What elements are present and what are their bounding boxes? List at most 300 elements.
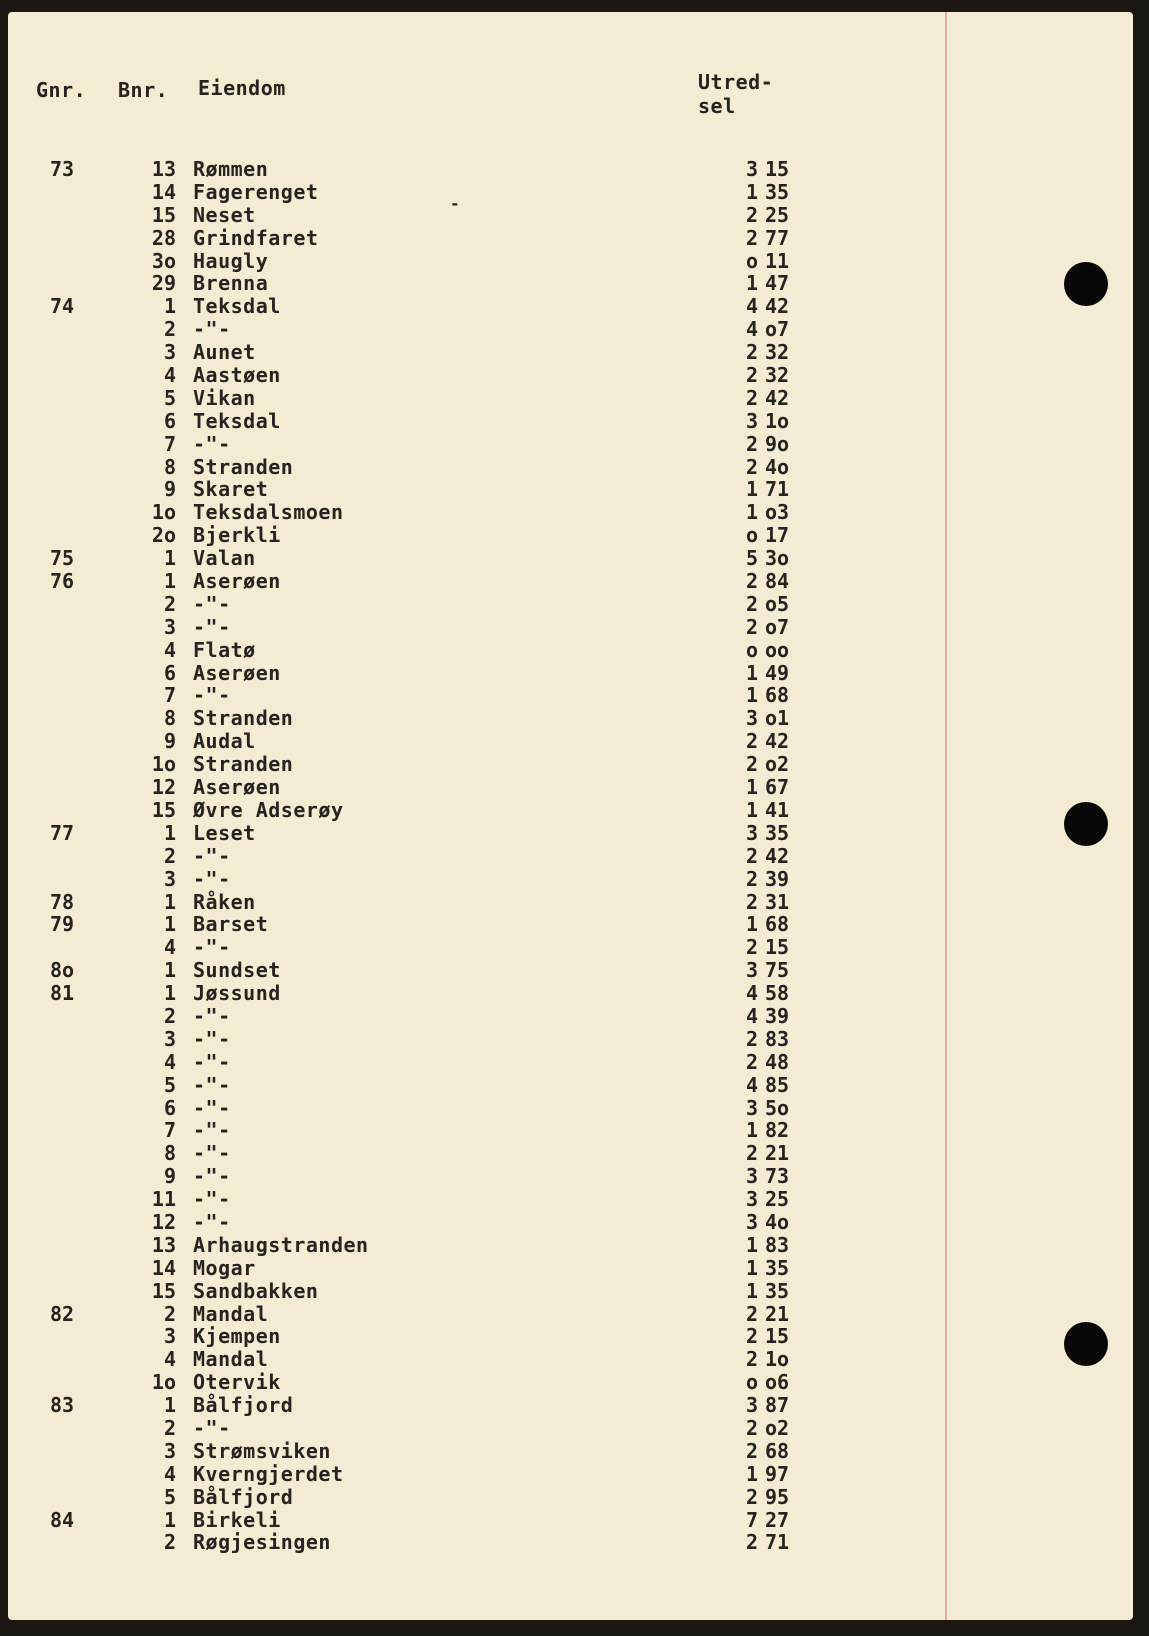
cell-kroner: 2 xyxy=(745,1438,758,1463)
cell-gnr: 84 xyxy=(50,1507,75,1532)
cell-kroner: 3 xyxy=(745,1393,758,1418)
cell-eiendom: Audal xyxy=(193,729,256,754)
cell-ore: 49 xyxy=(765,660,790,685)
cell-kroner: o xyxy=(745,1370,758,1395)
cell-ore: 32 xyxy=(765,340,790,365)
cell-ore: o7 xyxy=(765,317,790,342)
cell-kroner: 3 xyxy=(745,408,758,433)
cell-eiendom: Teksdal xyxy=(193,294,281,319)
cell-ore: 67 xyxy=(765,775,790,800)
cell-bnr: 4 xyxy=(163,1461,176,1486)
table-row xyxy=(8,639,908,662)
header-gnr: Gnr. xyxy=(36,78,87,102)
table-row xyxy=(8,913,908,936)
table-row xyxy=(8,433,908,456)
cell-bnr: 2o xyxy=(151,523,176,548)
table-row xyxy=(8,1417,908,1440)
cell-ore: 17 xyxy=(765,523,790,548)
cell-bnr: 15 xyxy=(151,797,176,822)
margin-rule xyxy=(945,12,947,1620)
cell-bnr: 4 xyxy=(163,1347,176,1372)
cell-eiendom: Aunet xyxy=(193,340,256,365)
table-row xyxy=(8,1074,908,1097)
cell-bnr: 8 xyxy=(163,454,176,479)
cell-kroner: 3 xyxy=(745,706,758,731)
table-row xyxy=(8,1509,908,1532)
cell-ore: 83 xyxy=(765,1232,790,1257)
table-row xyxy=(8,341,908,364)
table-row xyxy=(8,158,908,181)
cell-ore: 4o xyxy=(765,1209,790,1234)
cell-ore: 68 xyxy=(765,912,790,937)
table-row xyxy=(8,1463,908,1486)
cell-kroner: 2 xyxy=(745,1415,758,1440)
cell-kroner: 2 xyxy=(745,1141,758,1166)
table-row xyxy=(8,1119,908,1142)
cell-kroner: 1 xyxy=(745,660,758,685)
cell-ore: 95 xyxy=(765,1484,790,1509)
cell-kroner: 3 xyxy=(745,157,758,181)
table-row xyxy=(8,1280,908,1303)
cell-gnr: 82 xyxy=(50,1301,75,1326)
cell-gnr: 8o xyxy=(50,958,75,983)
cell-ore: 68 xyxy=(765,1438,790,1463)
cell-kroner: 2 xyxy=(745,1347,758,1372)
cell-bnr: 1 xyxy=(163,546,176,571)
cell-bnr: 2 xyxy=(163,1003,176,1028)
cell-ore: 85 xyxy=(765,1072,790,1097)
cell-eiendom: Aserøen xyxy=(193,569,281,594)
cell-kroner: 2 xyxy=(745,1484,758,1509)
cell-kroner: 1 xyxy=(745,912,758,937)
cell-bnr: 6 xyxy=(163,408,176,433)
header-eiendom: Eiendom xyxy=(198,76,286,100)
cell-bnr: 28 xyxy=(151,225,176,250)
cell-eiendom: Rømmen xyxy=(193,157,269,181)
cell-kroner: 2 xyxy=(745,866,758,891)
cell-kroner: 2 xyxy=(745,385,758,410)
cell-ore: 9o xyxy=(765,431,790,456)
header-bnr: Bnr. xyxy=(118,78,169,102)
cell-eiendom: -"- xyxy=(193,843,231,868)
cell-bnr: 8 xyxy=(163,706,176,731)
cell-ore: o7 xyxy=(765,614,790,639)
cell-kroner: 2 xyxy=(745,752,758,777)
table-row xyxy=(8,295,908,318)
table-row xyxy=(8,1005,908,1028)
cell-kroner: 1 xyxy=(745,271,758,296)
table-row xyxy=(8,616,908,639)
cell-bnr: 1 xyxy=(163,981,176,1006)
cell-bnr: 4 xyxy=(163,637,176,662)
table-row xyxy=(8,1348,908,1371)
table-row xyxy=(8,1028,908,1051)
cell-kroner: 2 xyxy=(745,1049,758,1074)
cell-gnr: 81 xyxy=(50,981,75,1006)
cell-eiendom: -"- xyxy=(193,935,231,960)
table-row xyxy=(8,204,908,227)
cell-bnr: 2 xyxy=(163,591,176,616)
cell-eiendom: Leset xyxy=(193,820,256,845)
cell-ore: o2 xyxy=(765,1415,790,1440)
cell-eiendom: Mogar xyxy=(193,1255,256,1280)
table-row xyxy=(8,524,908,547)
cell-ore: 83 xyxy=(765,1026,790,1051)
cell-eiendom: Otervik xyxy=(193,1370,281,1395)
cell-ore: 3o xyxy=(765,546,790,571)
cell-kroner: 3 xyxy=(745,958,758,983)
cell-ore: 35 xyxy=(765,820,790,845)
cell-ore: 48 xyxy=(765,1049,790,1074)
cell-eiendom: -"- xyxy=(193,1095,231,1120)
table-row xyxy=(8,272,908,295)
cell-gnr: 83 xyxy=(50,1393,75,1418)
cell-bnr: 4 xyxy=(163,935,176,960)
cell-ore: 82 xyxy=(765,1118,790,1143)
cell-ore: o3 xyxy=(765,500,790,525)
table-row xyxy=(8,501,908,524)
cell-bnr: 5 xyxy=(163,1484,176,1509)
cell-bnr: 7 xyxy=(163,1118,176,1143)
cell-ore: 87 xyxy=(765,1393,790,1418)
cell-eiendom: Vikan xyxy=(193,385,256,410)
cell-eiendom: Flatø xyxy=(193,637,256,662)
cell-bnr: 9 xyxy=(163,729,176,754)
table-row xyxy=(8,822,908,845)
cell-bnr: 12 xyxy=(151,1209,176,1234)
cell-bnr: 4 xyxy=(163,1049,176,1074)
table-row xyxy=(8,1234,908,1257)
cell-kroner: o xyxy=(745,637,758,662)
cell-eiendom: -"- xyxy=(193,1072,231,1097)
cell-kroner: 1 xyxy=(745,1278,758,1303)
cell-kroner: 1 xyxy=(745,179,758,204)
punch-hole xyxy=(1064,1322,1108,1366)
cell-eiendom: -"- xyxy=(193,1141,231,1166)
cell-bnr: 13 xyxy=(151,1232,176,1257)
cell-ore: o1 xyxy=(765,706,790,731)
table-row xyxy=(8,250,908,273)
cell-bnr: 1 xyxy=(163,820,176,845)
cell-kroner: 3 xyxy=(745,1164,758,1189)
cell-bnr: 1 xyxy=(163,294,176,319)
cell-eiendom: Øvre Adserøy xyxy=(193,797,344,822)
cell-kroner: 3 xyxy=(745,1187,758,1212)
cell-ore: 15 xyxy=(765,935,790,960)
cell-kroner: 7 xyxy=(745,1507,758,1532)
cell-kroner: 2 xyxy=(745,431,758,456)
cell-kroner: 2 xyxy=(745,889,758,914)
cell-eiendom: -"- xyxy=(193,1003,231,1028)
cell-eiendom: Valan xyxy=(193,546,256,571)
cell-bnr: 2 xyxy=(163,317,176,342)
cell-ore: 42 xyxy=(765,385,790,410)
cell-ore: 25 xyxy=(765,1187,790,1212)
cell-ore: 39 xyxy=(765,1003,790,1028)
cell-bnr: 9 xyxy=(163,1164,176,1189)
table-row xyxy=(8,1142,908,1165)
cell-bnr: 3 xyxy=(163,1324,176,1349)
cell-eiendom: Råken xyxy=(193,889,256,914)
cell-bnr: 1 xyxy=(163,1393,176,1418)
cell-ore: o5 xyxy=(765,591,790,616)
cell-ore: 71 xyxy=(765,1530,790,1555)
cell-gnr: 75 xyxy=(50,546,75,571)
cell-ore: 35 xyxy=(765,1278,790,1303)
cell-eiendom: -"- xyxy=(193,1209,231,1234)
table-row xyxy=(8,593,908,616)
cell-eiendom: -"- xyxy=(193,431,231,456)
cell-kroner: 1 xyxy=(745,775,758,800)
table-row xyxy=(8,1486,908,1509)
cell-eiendom: Bjerkli xyxy=(193,523,281,548)
table-row xyxy=(8,1165,908,1188)
cell-kroner: 2 xyxy=(745,843,758,868)
cell-ore: 58 xyxy=(765,981,790,1006)
table-row xyxy=(8,662,908,685)
cell-ore: o6 xyxy=(765,1370,790,1395)
cell-bnr: 3 xyxy=(163,1438,176,1463)
cell-bnr: 15 xyxy=(151,202,176,227)
cell-kroner: 1 xyxy=(745,1232,758,1257)
cell-eiendom: Jøssund xyxy=(193,981,281,1006)
property-table xyxy=(8,158,908,1554)
cell-ore: 27 xyxy=(765,1507,790,1532)
table-row xyxy=(8,868,908,891)
cell-bnr: 3 xyxy=(163,1026,176,1051)
cell-ore: 84 xyxy=(765,569,790,594)
table-row xyxy=(8,1325,908,1348)
cell-gnr: 73 xyxy=(50,157,75,181)
cell-bnr: 29 xyxy=(151,271,176,296)
table-row xyxy=(8,982,908,1005)
cell-ore: 15 xyxy=(765,157,790,181)
table-row xyxy=(8,1097,908,1120)
cell-eiendom: Neset xyxy=(193,202,256,227)
cell-eiendom: Kjempen xyxy=(193,1324,281,1349)
cell-eiendom: Grindfaret xyxy=(193,225,319,250)
cell-ore: 35 xyxy=(765,179,790,204)
cell-bnr: 2 xyxy=(163,1530,176,1555)
ledger-page xyxy=(8,12,1133,1620)
cell-ore: 39 xyxy=(765,866,790,891)
cell-ore: 97 xyxy=(765,1461,790,1486)
table-row xyxy=(8,1531,908,1554)
cell-kroner: 3 xyxy=(745,820,758,845)
cell-eiendom: Stranden xyxy=(193,454,294,479)
table-row xyxy=(8,1440,908,1463)
cell-bnr: 5 xyxy=(163,385,176,410)
cell-eiendom: Teksdal xyxy=(193,408,281,433)
table-row xyxy=(8,799,908,822)
cell-eiendom: -"- xyxy=(193,317,231,342)
cell-bnr: 3o xyxy=(151,248,176,273)
punch-hole xyxy=(1064,802,1108,846)
cell-bnr: 3 xyxy=(163,340,176,365)
cell-gnr: 76 xyxy=(50,569,75,594)
cell-bnr: 11 xyxy=(151,1187,176,1212)
cell-kroner: 5 xyxy=(745,546,758,571)
cell-kroner: 1 xyxy=(745,797,758,822)
cell-bnr: 1o xyxy=(151,500,176,525)
cell-kroner: 1 xyxy=(745,1255,758,1280)
cell-bnr: 9 xyxy=(163,477,176,502)
cell-ore: 35 xyxy=(765,1255,790,1280)
cell-eiendom: -"- xyxy=(193,1187,231,1212)
cell-bnr: 7 xyxy=(163,683,176,708)
cell-eiendom: Bålfjord xyxy=(193,1484,294,1509)
cell-eiendom: Barset xyxy=(193,912,269,937)
table-row xyxy=(8,1188,908,1211)
cell-ore: 4o xyxy=(765,454,790,479)
cell-ore: 1o xyxy=(765,408,790,433)
cell-bnr: 1 xyxy=(163,912,176,937)
cell-kroner: 2 xyxy=(745,454,758,479)
table-row xyxy=(8,1394,908,1417)
table-row xyxy=(8,1371,908,1394)
cell-kroner: 4 xyxy=(745,981,758,1006)
cell-ore: 21 xyxy=(765,1141,790,1166)
cell-ore: 32 xyxy=(765,363,790,388)
cell-kroner: 2 xyxy=(745,935,758,960)
table-row xyxy=(8,684,908,707)
cell-kroner: o xyxy=(745,523,758,548)
cell-ore: 42 xyxy=(765,294,790,319)
table-row xyxy=(8,1257,908,1280)
cell-kroner: 2 xyxy=(745,1530,758,1555)
cell-gnr: 78 xyxy=(50,889,75,914)
punch-hole xyxy=(1064,262,1108,306)
cell-eiendom: Fagerenget xyxy=(193,179,319,204)
cell-eiendom: Aserøen xyxy=(193,775,281,800)
cell-ore: 68 xyxy=(765,683,790,708)
table-row xyxy=(8,1303,908,1326)
cell-bnr: 1 xyxy=(163,1507,176,1532)
table-row xyxy=(8,364,908,387)
cell-eiendom: Brenna xyxy=(193,271,269,296)
cell-kroner: 4 xyxy=(745,1072,758,1097)
cell-eiendom: Bålfjord xyxy=(193,1393,294,1418)
stray-mark: - xyxy=(450,194,460,213)
cell-eiendom: Haugly xyxy=(193,248,269,273)
cell-eiendom: Stranden xyxy=(193,706,294,731)
cell-kroner: 3 xyxy=(745,1095,758,1120)
cell-eiendom: Arhaugstranden xyxy=(193,1232,369,1257)
cell-kroner: 2 xyxy=(745,591,758,616)
cell-eiendom: Strømsviken xyxy=(193,1438,331,1463)
cell-kroner: 1 xyxy=(745,477,758,502)
cell-eiendom: -"- xyxy=(193,1026,231,1051)
header-utredsel-1: Utred- xyxy=(698,70,774,94)
cell-eiendom: Teksdalsmoen xyxy=(193,500,344,525)
cell-ore: 75 xyxy=(765,958,790,983)
cell-eiendom: Mandal xyxy=(193,1347,269,1372)
cell-kroner: 1 xyxy=(745,1118,758,1143)
cell-bnr: 12 xyxy=(151,775,176,800)
cell-eiendom: -"- xyxy=(193,1049,231,1074)
cell-eiendom: -"- xyxy=(193,1118,231,1143)
cell-kroner: 1 xyxy=(745,683,758,708)
table-row xyxy=(8,181,908,204)
cell-kroner: 2 xyxy=(745,729,758,754)
cell-bnr: 8 xyxy=(163,1141,176,1166)
cell-eiendom: Birkeli xyxy=(193,1507,281,1532)
table-row xyxy=(8,707,908,730)
cell-ore: 21 xyxy=(765,1301,790,1326)
cell-bnr: 1o xyxy=(151,1370,176,1395)
table-row xyxy=(8,891,908,914)
cell-bnr: 6 xyxy=(163,660,176,685)
cell-kroner: 2 xyxy=(745,363,758,388)
table-row xyxy=(8,959,908,982)
cell-ore: 31 xyxy=(765,889,790,914)
table-row xyxy=(8,410,908,433)
cell-eiendom: Sundset xyxy=(193,958,281,983)
cell-eiendom: -"- xyxy=(193,1415,231,1440)
cell-bnr: 2 xyxy=(163,1415,176,1440)
cell-ore: 41 xyxy=(765,797,790,822)
cell-ore: 5o xyxy=(765,1095,790,1120)
cell-eiendom: -"- xyxy=(193,683,231,708)
cell-kroner: 2 xyxy=(745,1301,758,1326)
cell-bnr: 7 xyxy=(163,431,176,456)
table-row xyxy=(8,730,908,753)
cell-eiendom: -"- xyxy=(193,1164,231,1189)
cell-eiendom: Skaret xyxy=(193,477,269,502)
cell-bnr: 1 xyxy=(163,569,176,594)
cell-kroner: 3 xyxy=(745,1209,758,1234)
cell-kroner: 1 xyxy=(745,500,758,525)
cell-eiendom: -"- xyxy=(193,591,231,616)
cell-kroner: 4 xyxy=(745,317,758,342)
cell-kroner: 2 xyxy=(745,1324,758,1349)
cell-ore: o2 xyxy=(765,752,790,777)
table-row xyxy=(8,1211,908,1234)
cell-bnr: 5 xyxy=(163,1072,176,1097)
cell-eiendom: Stranden xyxy=(193,752,294,777)
cell-bnr: 15 xyxy=(151,1278,176,1303)
cell-kroner: 4 xyxy=(745,294,758,319)
table-row xyxy=(8,753,908,776)
cell-kroner: 1 xyxy=(745,1461,758,1486)
table-row xyxy=(8,547,908,570)
cell-ore: 25 xyxy=(765,202,790,227)
cell-eiendom: Aserøen xyxy=(193,660,281,685)
table-row xyxy=(8,318,908,341)
cell-ore: 42 xyxy=(765,729,790,754)
cell-eiendom: Røgjesingen xyxy=(193,1530,331,1555)
header-utredsel-2: sel xyxy=(698,94,736,118)
cell-bnr: 3 xyxy=(163,866,176,891)
cell-kroner: o xyxy=(745,248,758,273)
cell-kroner: 2 xyxy=(745,1026,758,1051)
cell-bnr: 14 xyxy=(151,1255,176,1280)
table-row xyxy=(8,570,908,593)
cell-eiendom: Kverngjerdet xyxy=(193,1461,344,1486)
table-row xyxy=(8,845,908,868)
cell-ore: 1o xyxy=(765,1347,790,1372)
table-row xyxy=(8,478,908,501)
table-row xyxy=(8,936,908,959)
cell-gnr: 74 xyxy=(50,294,75,319)
cell-eiendom: -"- xyxy=(193,866,231,891)
table-row xyxy=(8,227,908,250)
cell-gnr: 79 xyxy=(50,912,75,937)
cell-ore: 71 xyxy=(765,477,790,502)
cell-kroner: 4 xyxy=(745,1003,758,1028)
cell-bnr: 4 xyxy=(163,363,176,388)
cell-bnr: 6 xyxy=(163,1095,176,1120)
